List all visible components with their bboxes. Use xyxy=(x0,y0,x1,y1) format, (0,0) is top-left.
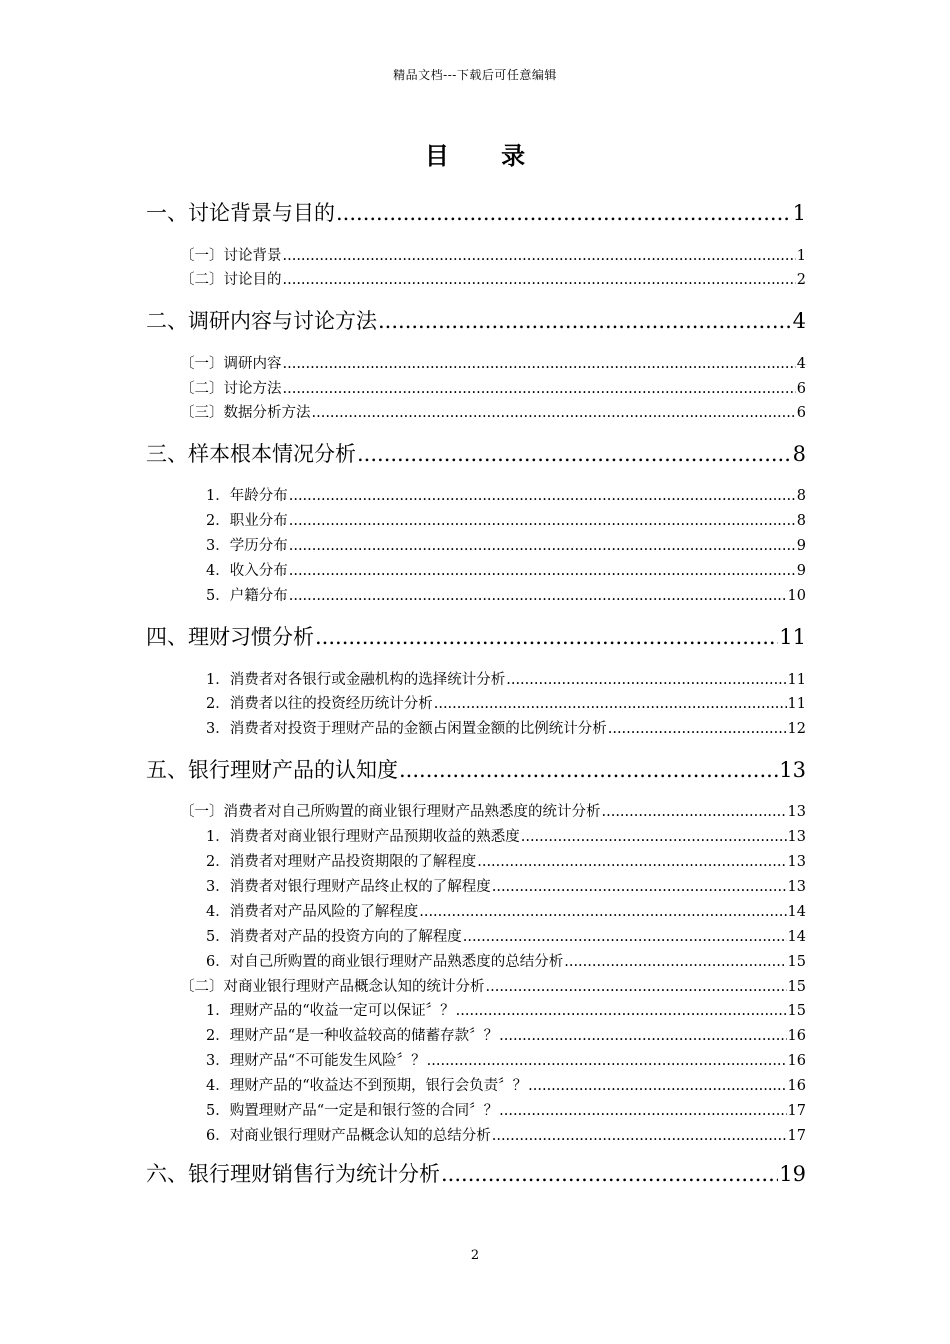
toc-leader-dots xyxy=(399,758,778,782)
toc-entry-page: 14 xyxy=(787,929,806,945)
toc-entry-page: 8 xyxy=(792,442,806,466)
toc-entry-page: 6 xyxy=(796,405,806,421)
toc-entry[interactable] xyxy=(146,305,806,335)
toc-entry-label: 1．消费者对各银行或金融机构的选择统计分析 xyxy=(206,672,506,688)
page-number: 2 xyxy=(470,1248,480,1263)
toc-entry-label: 3．理财产品“不可能发生风险〞？ xyxy=(206,1053,426,1069)
toc-entry[interactable] xyxy=(180,244,806,265)
toc-entry-label: 3．消费者对投资于理财产品的金额占闲置金额的比例统计分析 xyxy=(206,721,607,737)
page-header: 精品文档---下载后可任意编辑 xyxy=(393,68,557,82)
toc-entry-label: 2．消费者对理财产品投资期限的了解程度 xyxy=(206,854,477,870)
toc-entry[interactable] xyxy=(180,352,806,373)
toc-entry-page: 13 xyxy=(787,829,806,845)
toc-entry-label: 〔二〕讨论目的 xyxy=(180,272,282,288)
toc-entry[interactable] xyxy=(206,534,806,555)
toc-entry-label: 二、调研内容与讨论方法 xyxy=(146,309,377,333)
toc-leader-dots xyxy=(506,672,786,688)
toc-entry[interactable] xyxy=(206,509,806,530)
toc-entry-label: 5．购置理财产品“一定是和银行签的合同〞？ xyxy=(206,1103,499,1119)
toc-entry-label: 4．理财产品的“收益达不到预期，银行会负责〞？ xyxy=(206,1078,528,1094)
toc-entry-label: 3．消费者对银行理财产品终止权的了解程度 xyxy=(206,879,491,895)
toc-entry-page: 13 xyxy=(787,804,806,820)
toc-entry-page: 11 xyxy=(787,672,806,688)
toc-leader-dots xyxy=(289,538,796,554)
toc-entry-page: 19 xyxy=(779,1162,806,1186)
toc-entry-label: 4．消费者对产品风险的了解程度 xyxy=(206,904,419,920)
toc-leader-dots xyxy=(492,1128,787,1144)
toc-entry[interactable] xyxy=(180,377,806,398)
toc-leader-dots xyxy=(434,696,787,712)
toc-entry-label: 四、理财习惯分析 xyxy=(146,625,314,649)
toc-leader-dots xyxy=(608,721,787,737)
toc-entry-page: 16 xyxy=(787,1078,806,1094)
toc-entry-page: 1 xyxy=(792,201,806,225)
toc-entry[interactable] xyxy=(206,1049,806,1070)
toc-entry-page: 4 xyxy=(796,356,806,372)
toc-entry-label: 5．户籍分布 xyxy=(206,588,288,604)
toc-entry[interactable] xyxy=(206,925,806,946)
toc-entry-label: 2．职业分布 xyxy=(206,513,288,529)
toc-entry[interactable] xyxy=(206,559,806,580)
toc-entry-page: 13 xyxy=(779,758,806,782)
toc-entry[interactable] xyxy=(206,484,806,505)
toc-entry[interactable] xyxy=(206,668,806,689)
toc-entry-page: 11 xyxy=(787,696,806,712)
toc-leader-dots xyxy=(427,1053,787,1069)
toc-title: 目 录 xyxy=(424,141,548,170)
toc-entry-label: 〔二〕对商业银行理财产品概念认知的统计分析 xyxy=(180,979,485,995)
toc-entry[interactable] xyxy=(146,197,806,227)
toc-leader-dots xyxy=(486,979,787,995)
toc-entry[interactable] xyxy=(206,825,806,846)
toc-entry[interactable] xyxy=(206,1024,806,1045)
toc-entry[interactable] xyxy=(180,975,806,996)
toc-entry-page: 2 xyxy=(796,272,806,288)
toc-entry-label: 〔一〕消费者对自己所购置的商业银行理财产品熟悉度的统计分析 xyxy=(180,804,601,820)
toc-entry[interactable] xyxy=(206,584,806,605)
toc-leader-dots xyxy=(289,488,796,504)
toc-leader-dots xyxy=(499,1028,786,1044)
toc-entry-page: 15 xyxy=(787,979,806,995)
toc-entry[interactable] xyxy=(206,950,806,971)
toc-entry[interactable] xyxy=(146,754,806,784)
toc-entry[interactable] xyxy=(206,875,806,896)
toc-leader-dots xyxy=(499,1103,786,1119)
toc-leader-dots xyxy=(419,904,786,920)
toc-leader-dots xyxy=(602,804,787,820)
toc-entry-label: 1．年龄分布 xyxy=(206,488,288,504)
toc-leader-dots xyxy=(456,1003,787,1019)
toc-entry-page: 11 xyxy=(779,625,806,649)
toc-leader-dots xyxy=(283,248,796,264)
toc-entry-label: 6．对自己所购置的商业银行理财产品熟悉度的总结分析 xyxy=(206,954,564,970)
toc-entry-page: 8 xyxy=(796,513,806,529)
toc-entry[interactable] xyxy=(206,692,806,713)
toc-leader-dots xyxy=(336,201,792,225)
toc-entry-page: 15 xyxy=(787,1003,806,1019)
toc-entry-label: 一、讨论背景与目的 xyxy=(146,201,335,225)
toc-entry-page: 9 xyxy=(796,538,806,554)
toc-leader-dots xyxy=(283,381,796,397)
toc-entry-label: 1．消费者对商业银行理财产品预期收益的熟悉度 xyxy=(206,829,520,845)
toc-entry-page: 16 xyxy=(787,1053,806,1069)
toc-entry-label: 2．消费者以往的投资经历统计分析 xyxy=(206,696,433,712)
toc-leader-dots xyxy=(477,854,786,870)
toc-entry[interactable] xyxy=(206,999,806,1020)
toc-entry[interactable] xyxy=(180,401,806,422)
toc-entry-label: 〔一〕讨论背景 xyxy=(180,248,282,264)
toc-entry[interactable] xyxy=(206,1074,806,1095)
toc-leader-dots xyxy=(289,513,796,529)
toc-entry-label: 六、银行理财销售行为统计分析 xyxy=(146,1162,440,1186)
toc-entry-page: 17 xyxy=(787,1103,806,1119)
toc-entry-page: 9 xyxy=(796,563,806,579)
toc-leader-dots xyxy=(528,1078,786,1094)
toc-leader-dots xyxy=(289,563,796,579)
toc-entry-page: 15 xyxy=(787,954,806,970)
toc-entry-page: 4 xyxy=(792,309,806,333)
toc-entry-label: 2．理财产品“是一种收益较高的储蓄存款〞？ xyxy=(206,1028,499,1044)
toc-entry-page: 12 xyxy=(787,721,806,737)
toc-leader-dots xyxy=(283,272,796,288)
toc-leader-dots xyxy=(283,356,796,372)
toc-entry-label: 〔三〕数据分析方法 xyxy=(180,405,311,421)
toc-entry[interactable] xyxy=(180,800,806,821)
toc-entry-label: 〔一〕调研内容 xyxy=(180,356,282,372)
toc-entry-page: 6 xyxy=(796,381,806,397)
toc-leader-dots xyxy=(492,879,787,895)
toc-entry-label: 6．对商业银行理财产品概念认知的总结分析 xyxy=(206,1128,491,1144)
toc-entry[interactable] xyxy=(206,1099,806,1120)
toc-entry-page: 14 xyxy=(787,904,806,920)
toc-entry[interactable] xyxy=(206,850,806,871)
toc-leader-dots xyxy=(289,588,787,604)
toc-leader-dots xyxy=(357,442,792,466)
toc-entry-page: 13 xyxy=(787,854,806,870)
toc-leader-dots xyxy=(521,829,787,845)
toc-entry-page: 8 xyxy=(796,488,806,504)
toc-entry[interactable] xyxy=(206,900,806,921)
toc-entry-label: 三、样本根本情况分析 xyxy=(146,442,356,466)
toc-entry-label: 〔二〕讨论方法 xyxy=(180,381,282,397)
toc-leader-dots xyxy=(441,1162,778,1186)
toc-entry-label: 五、银行理财产品的认知度 xyxy=(146,758,398,782)
toc-entry[interactable] xyxy=(146,1158,806,1188)
toc-entry-label: 5．消费者对产品的投资方向的了解程度 xyxy=(206,929,462,945)
toc-entry[interactable] xyxy=(180,268,806,289)
toc-entry-page: 13 xyxy=(787,879,806,895)
toc-leader-dots xyxy=(463,929,787,945)
toc-leader-dots xyxy=(315,625,778,649)
toc-entry-page: 10 xyxy=(787,588,806,604)
toc-entry-page: 16 xyxy=(787,1028,806,1044)
toc-entry[interactable] xyxy=(146,438,806,468)
toc-entry-label: 3．学历分布 xyxy=(206,538,288,554)
toc-entry[interactable] xyxy=(146,621,806,651)
toc-entry-page: 1 xyxy=(796,248,806,264)
toc-entry-page: 17 xyxy=(787,1128,806,1144)
toc-entry[interactable] xyxy=(206,1124,806,1145)
toc-leader-dots xyxy=(378,309,792,333)
toc-leader-dots xyxy=(312,405,796,421)
toc-leader-dots xyxy=(564,954,786,970)
toc-entry[interactable] xyxy=(206,717,806,738)
toc-entry-label: 4．收入分布 xyxy=(206,563,288,579)
toc-entry-label: 1．理财产品的“收益一定可以保证〞？ xyxy=(206,1003,455,1019)
